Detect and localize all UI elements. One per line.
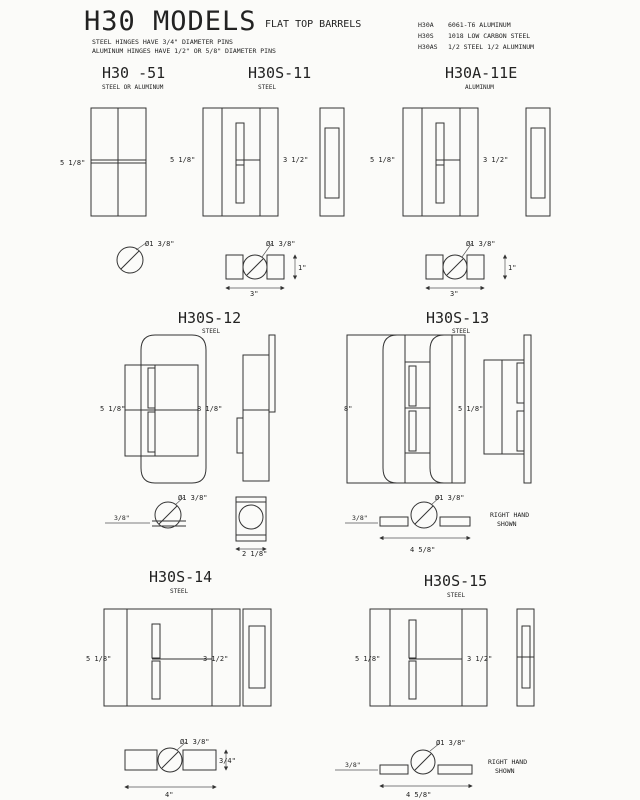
hand-note: RIGHT HAND [488, 758, 528, 766]
dim-diameter: Ø1 3/8" [266, 240, 296, 248]
model-h30-51 [60, 64, 175, 273]
legend-code: H30AS [418, 43, 438, 51]
dim-diameter: Ø1 3/8" [178, 494, 208, 502]
dim-thickness: 1" [298, 264, 307, 272]
dim-offset: 3/8" [114, 514, 130, 522]
model-name: H30S-14 [149, 568, 213, 586]
model-material: STEEL OR ALUMINUM [102, 84, 164, 91]
hand-note: RIGHT HAND [490, 511, 530, 519]
dim-height: 5 1/8" [100, 405, 126, 413]
dim-height: 5 1/8" [86, 655, 112, 663]
legend-material: 1/2 STEEL 1/2 ALUMINUM [448, 43, 535, 51]
model-name: H30S-15 [424, 572, 488, 590]
model-name: H30S-12 [178, 309, 242, 327]
legend-code: H30A [418, 21, 434, 29]
dim-width: 3" [450, 290, 459, 298]
model-name: H30S-11 [248, 64, 312, 82]
dim-leaf: 3 1/2" [283, 156, 309, 164]
dim-diameter: Ø1 3/8" [466, 240, 496, 248]
dim-overall: 8 1/8" [197, 405, 223, 413]
dim-height: 5 1/8" [60, 159, 86, 167]
model-h30s-12 [100, 309, 275, 558]
dim-overall: 8" [344, 405, 353, 413]
model-h30s-14 [86, 568, 271, 799]
model-material: ALUMINUM [465, 84, 494, 91]
dim-thickness: 3/4" [219, 757, 236, 765]
legend-material: 1018 LOW CARBON STEEL [448, 32, 531, 40]
dim-height: 5 1/8" [170, 156, 196, 164]
model-h30s-11 [170, 64, 344, 298]
legend-code: H30S [418, 32, 434, 40]
dim-width: 4 5/8" [406, 791, 432, 799]
legend-material: 6061-T6 ALUMINUM [448, 21, 511, 29]
dim-diameter: Ø1 3/8" [180, 738, 210, 746]
dim-offset: 3/8" [352, 514, 368, 522]
pin-note-steel: STEEL HINGES HAVE 3/4" DIAMETER PINS [92, 38, 233, 46]
model-name: H30 -51 [102, 64, 166, 82]
dim-width: 2 1/8" [242, 550, 268, 558]
model-material: STEEL [258, 84, 277, 91]
model-material: STEEL [452, 328, 471, 335]
page-subtitle: FLAT TOP BARRELS [265, 19, 362, 30]
dim-width: 3" [250, 290, 259, 298]
dim-diameter: Ø1 3/8" [436, 739, 466, 747]
pin-note-aluminum: ALUMINUM HINGES HAVE 1/2" OR 5/8" DIAMETER PINS [92, 47, 276, 55]
dim-leaf: 3 1/2" [203, 655, 229, 663]
dim-width: 4 5/8" [410, 546, 436, 554]
model-name: H30A-11E [445, 64, 518, 82]
material-legend [418, 21, 534, 51]
dim-diameter: Ø1 3/8" [435, 494, 465, 502]
dim-thickness: 1" [508, 264, 517, 272]
dim-height: 5 1/8" [458, 405, 484, 413]
dim-leaf: 3 1/2" [483, 156, 509, 164]
dim-offset: 3/8" [345, 761, 361, 769]
dim-height: 5 1/8" [355, 655, 381, 663]
dim-diameter: Ø1 3/8" [145, 240, 175, 248]
dim-width: 4" [165, 791, 174, 799]
model-h30a-11e [370, 64, 550, 298]
model-h30s-15 [335, 572, 534, 799]
model-material: STEEL [202, 328, 221, 335]
page-title: H30 MODELS [84, 6, 257, 37]
model-material: STEEL [170, 588, 189, 595]
model-name: H30S-13 [426, 309, 490, 327]
hand-note-shown: SHOWN [495, 767, 515, 775]
model-h30s-13 [344, 309, 531, 554]
dim-height: 5 1/8" [370, 156, 396, 164]
hand-note-shown: SHOWN [497, 520, 517, 528]
dim-leaf: 3 1/2" [467, 655, 493, 663]
model-material: STEEL [447, 592, 466, 599]
